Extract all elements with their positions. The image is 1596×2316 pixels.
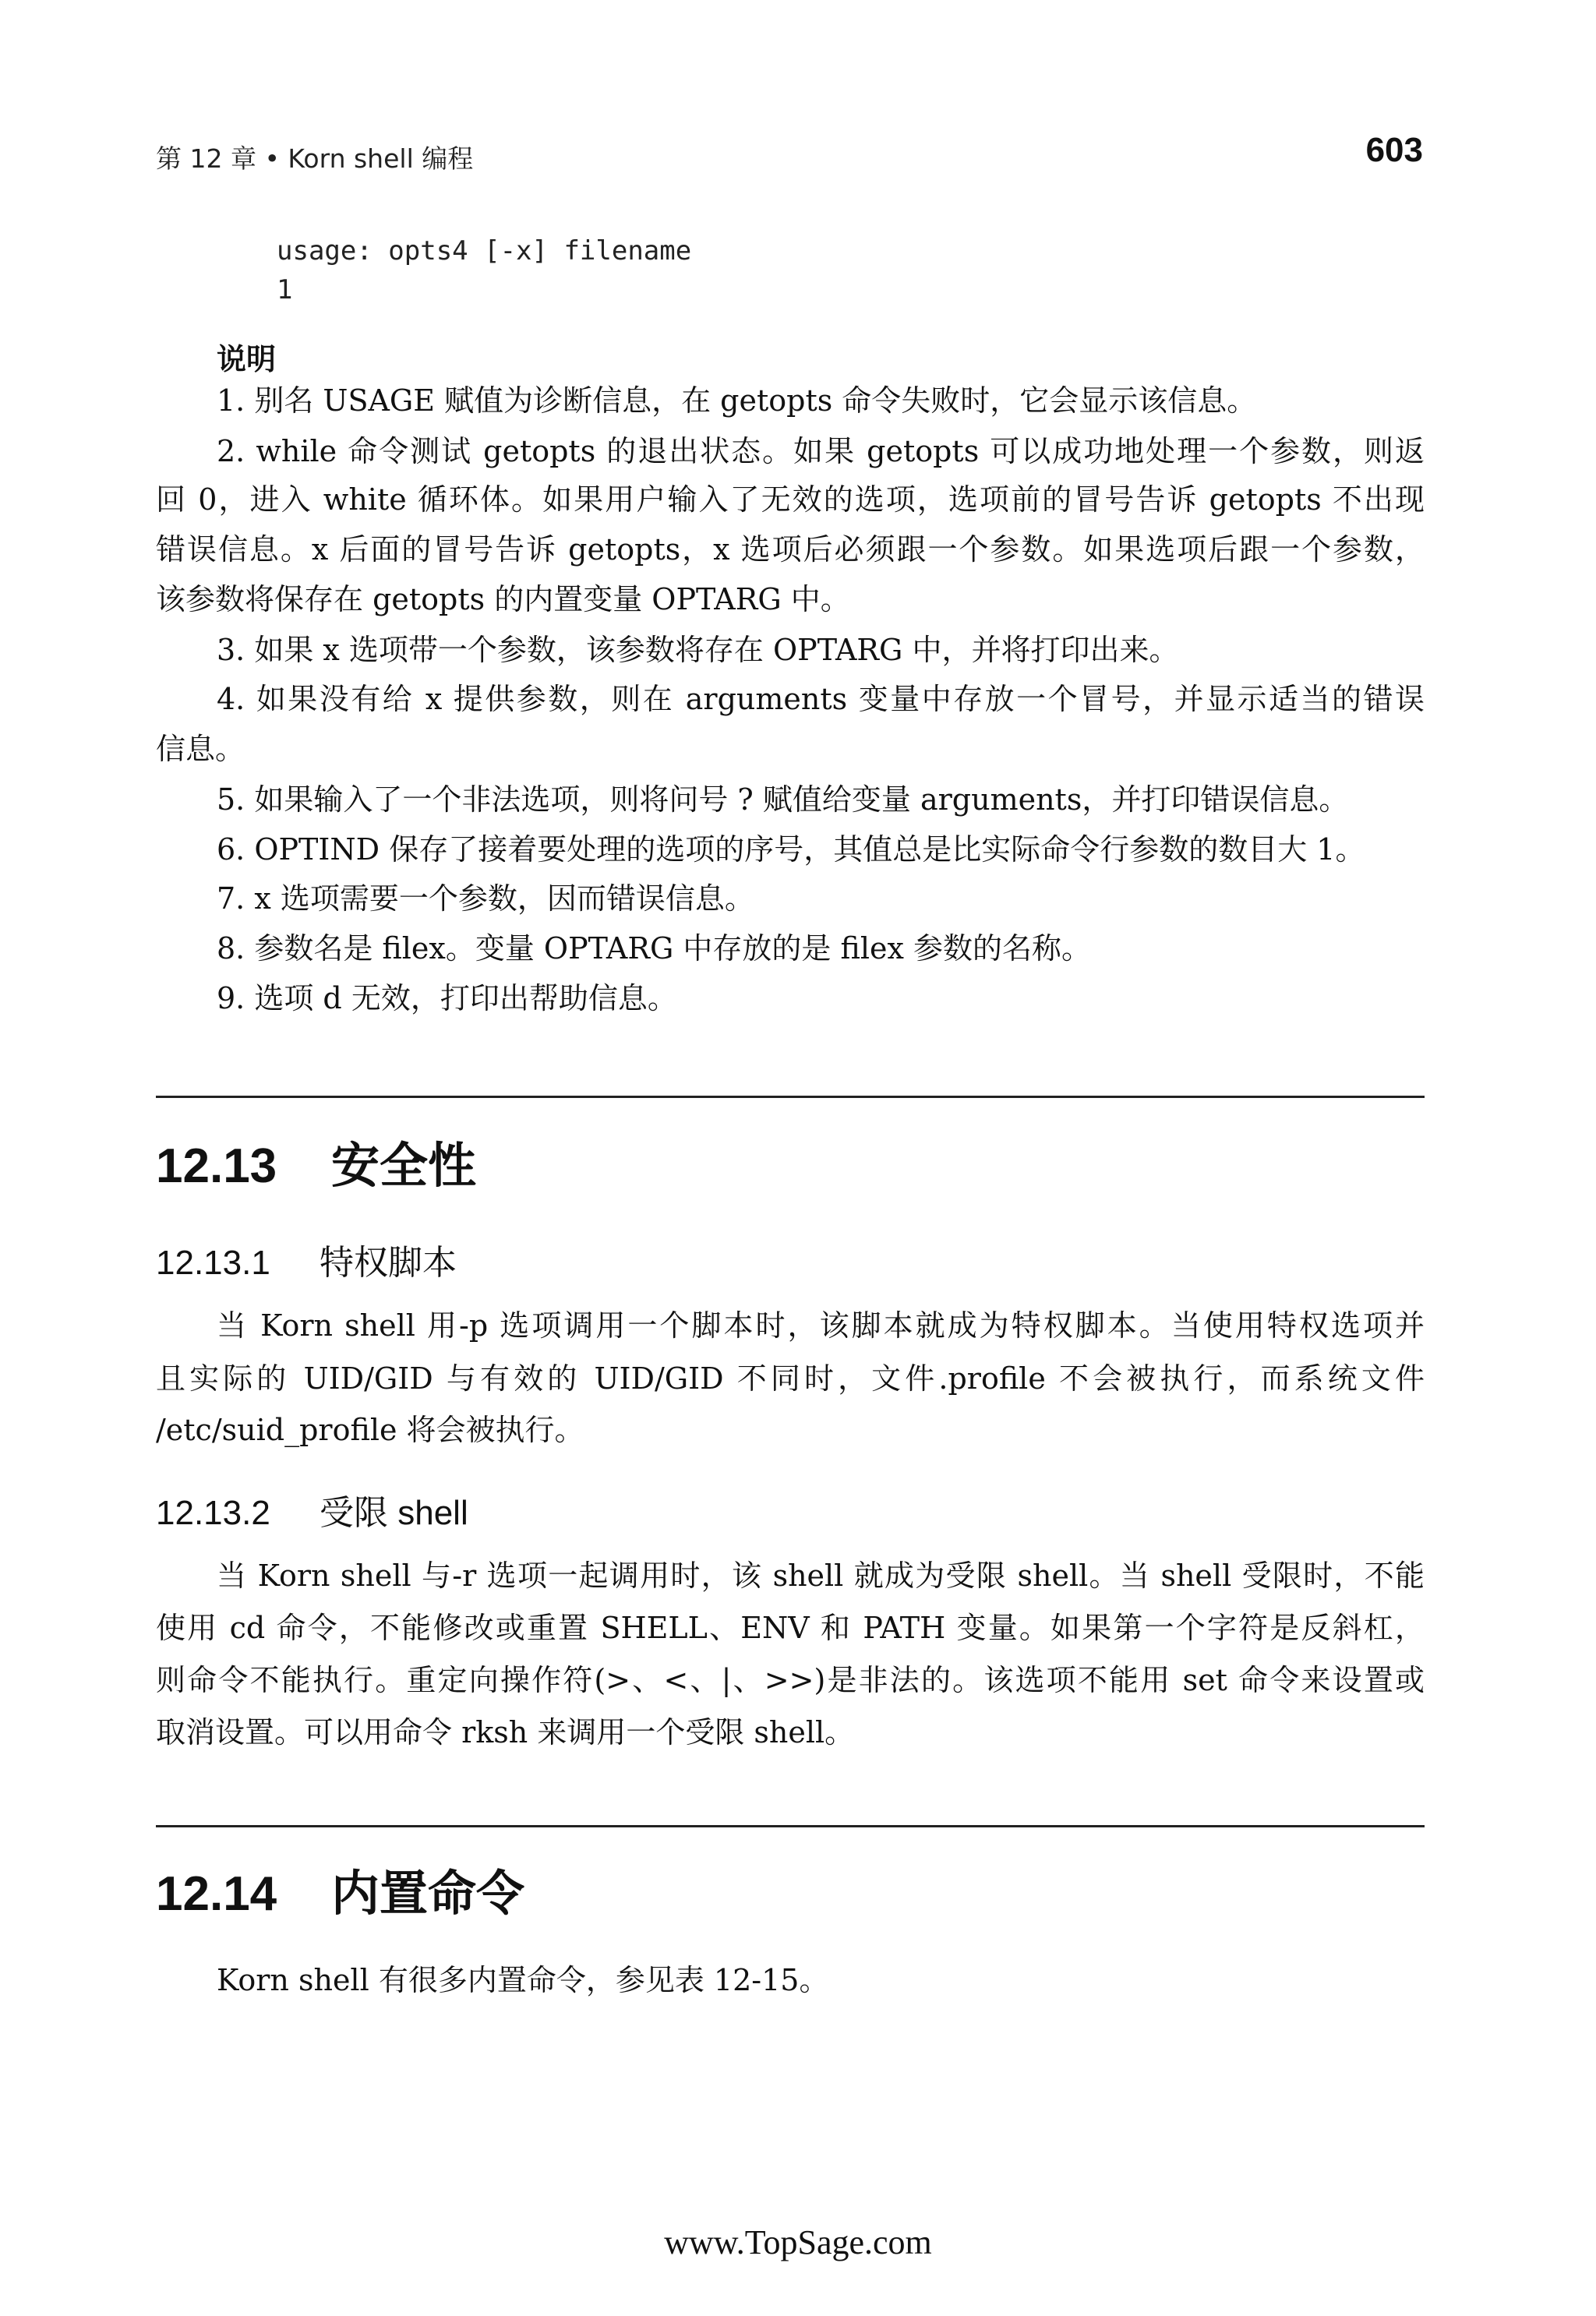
paragraph-line: Korn shell 有很多内置命令，参见表 12-15。 — [217, 1963, 829, 1997]
subsection-heading-12-13-2 — [156, 1485, 468, 1534]
paragraph-line: 当 Korn shell 用-p 选项调用一个脚本时，该脚本就成为特权脚本。当使用特权选项并 — [217, 1308, 1425, 1343]
section-title: 安全性 — [331, 1139, 477, 1193]
note-item-3: 3. 如果 x 选项带一个参数，该参数将存在 OPTARG 中，并将打印出来。 — [217, 633, 1179, 667]
paragraph-line: /etc/suid_profile 将会被执行。 — [156, 1413, 584, 1447]
running-header: 第 12 章 • Korn shell 编程 — [156, 143, 474, 174]
section-number: 12.13 — [156, 1139, 277, 1193]
note-item-8: 8. 参数名是 filex。变量 OPTARG 中存放的是 filex 参数的名称。 — [217, 931, 1091, 966]
code-line: 1 — [277, 274, 293, 305]
paragraph-line: 则命令不能执行。重定向操作符(>、<、|、>>)是非法的。该选项不能用 set 命令来设置或 — [156, 1663, 1425, 1697]
page-number: 603 — [1365, 131, 1423, 169]
section-title: 内置命令 — [331, 1867, 525, 1921]
section-divider — [156, 1825, 1425, 1827]
section-heading-12-14 — [156, 1855, 524, 1924]
subsection-title: 受限 shell — [320, 1494, 468, 1532]
paragraph-line: 使用 cd 命令，不能修改或重置 SHELL、ENV 和 PATH 变量。如果第一个字符是反斜杠， — [156, 1611, 1425, 1645]
note-item-2-line: 该参数将保存在 getopts 的内置变量 OPTARG 中。 — [156, 582, 850, 616]
note-item-1: 1. 别名 USAGE 赋值为诊断信息，在 getopts 命令失败时，它会显示该信息。 — [217, 383, 1257, 418]
note-item-7: 7. x 选项需要一个参数，因而错误信息。 — [217, 881, 754, 916]
notes-title: 说明 — [217, 342, 277, 376]
note-item-2-line: 2. while 命令测试 getopts 的退出状态。如果 getopts 可以成功地处理一个参数，则返 — [217, 434, 1425, 468]
paragraph-line: 当 Korn shell 与-r 选项一起调用时，该 shell 就成为受限 shell。当 shell 受限时，不能 — [217, 1559, 1425, 1593]
section-divider — [156, 1096, 1425, 1098]
note-item-4-line: 4. 如果没有给 x 提供参数，则在 arguments 变量中存放一个冒号，并显示适当的错误 — [217, 682, 1425, 716]
note-item-9: 9. 选项 d 无效，打印出帮助信息。 — [217, 981, 677, 1015]
footer-site: www.TopSage.com — [664, 2223, 932, 2261]
code-line: usage: opts4 [-x] filename — [277, 235, 692, 267]
subsection-title: 特权脚本 — [320, 1244, 457, 1282]
paragraph-line: 且实际的 UID/GID 与有效的 UID/GID 不同时，文件.profile 不会被执行，而系统文件 — [156, 1361, 1425, 1396]
section-number: 12.14 — [156, 1867, 277, 1921]
paragraph-line: 取消设置。可以用命令 rksh 来调用一个受限 shell。 — [156, 1715, 855, 1749]
subsection-heading-12-13-1 — [156, 1234, 457, 1284]
subsection-number: 12.13.1 — [156, 1244, 270, 1282]
note-item-6: 6. OPTIND 保存了接着要处理的选项的序号，其值总是比实际命令行参数的数目大 1。 — [217, 832, 1365, 867]
note-item-4-line: 信息。 — [156, 732, 245, 766]
subsection-number: 12.13.2 — [156, 1494, 270, 1532]
section-heading-12-13 — [156, 1127, 476, 1196]
note-item-2-line: 回 0，进入 white 循环体。如果用户输入了无效的选项，选项前的冒号告诉 getopts 不出现 — [156, 482, 1425, 517]
note-item-2-line: 错误信息。x 后面的冒号告诉 getopts，x 选项后必须跟一个参数。如果选项后跟一个参数， — [156, 532, 1425, 567]
note-item-5: 5. 如果输入了一个非法选项，则将问号 ? 赋值给变量 arguments，并打印错误信息。 — [217, 782, 1349, 817]
